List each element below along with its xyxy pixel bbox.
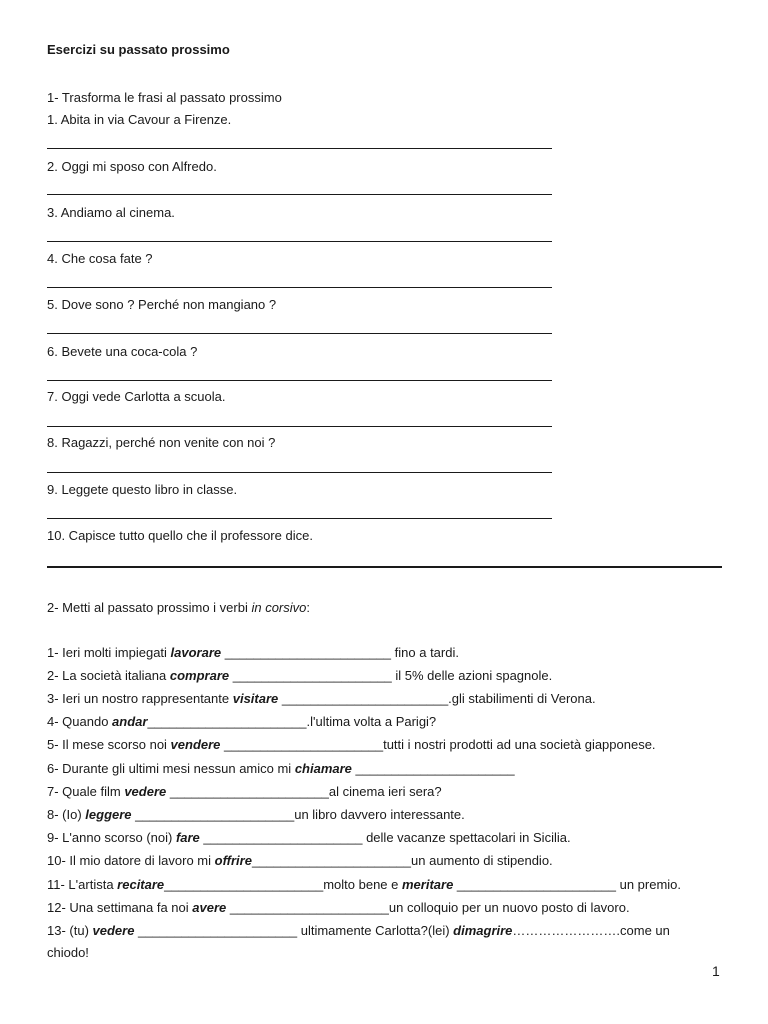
exercise-1-item: 2. Oggi mi sposo con Alfredo. [47,159,217,174]
item-text: 2- La società italiana [47,668,170,683]
item-text: _______________________ fino a tardi. [221,645,459,660]
verb: meritare [402,877,454,892]
item-text: ______________________al cinema ieri sera? [166,784,442,799]
exercise-2-item[interactable] [47,761,515,777]
exercise-2-item[interactable] [47,668,552,684]
verb: chiamare [294,761,352,776]
verb: vendere [170,737,221,752]
exercise-1-item: 9. Leggete questo libro in classe. [47,482,238,497]
answer-line[interactable] [47,426,552,427]
answer-line[interactable] [47,241,552,242]
verb: vedere [124,784,167,799]
page-number: 1 [712,963,720,979]
exercise-2-item[interactable] [47,830,571,846]
answer-line[interactable] [47,518,552,519]
item-text: …………………….come un [512,923,670,938]
exercise-2-item[interactable] [47,853,553,869]
answer-line[interactable] [47,194,552,195]
item-text: ______________________molto bene e [164,877,402,892]
answer-line[interactable] [47,333,552,334]
exercise-2-continuation: chiodo! [47,945,89,960]
item-text: _______________________.gli stabilimenti di Verona. [278,691,596,706]
heading-text: 2- Metti al passato prossimo i verbi [47,600,252,615]
exercise-1-item: 10. Capisce tutto quello che il professore dice. [47,528,313,543]
item-text: ______________________ [351,761,515,776]
item-text: ______________________un libro davvero interessante. [131,807,465,822]
exercise-1-item: 3. Andiamo al cinema. [47,205,175,220]
exercise-2-item[interactable] [47,645,459,661]
section-divider[interactable] [47,566,722,568]
item-text: 10- Il mio datore di lavoro mi [47,853,215,868]
item-text: ______________________un aumento di stipendio. [251,853,553,868]
verb: dimagrire [453,923,513,938]
exercise-2-item[interactable] [47,923,670,939]
exercise-1-item: 7. Oggi vede Carlotta a scuola. [47,389,226,404]
exercise-2-item[interactable] [47,714,436,730]
exercise-1-item: 1. Abita in via Cavour a Firenze. [47,112,232,127]
item-text: 4- Quando [47,714,113,729]
exercise-2-item[interactable] [47,691,596,707]
verb: offrire [214,853,252,868]
exercise-1-item: 4. Che cosa fate ? [47,251,153,266]
exercise-2-item[interactable] [47,784,442,800]
item-text: 6- Durante gli ultimi mesi nessun amico mi [47,761,295,776]
exercise-1-item: 6. Bevete una coca-cola ? [47,344,198,359]
page-title: Esercizi su passato prossimo [47,42,230,57]
item-text: ______________________ un premio. [453,877,682,892]
heading-colon: : [306,600,311,615]
verb: recitare [117,877,165,892]
item-text: 8- (Io) [47,807,86,822]
answer-line[interactable] [47,287,552,288]
verb: fare [175,830,200,845]
item-text: 12- Una settimana fa noi [47,900,193,915]
exercise-2-item[interactable] [47,807,465,823]
exercise-2-heading [47,600,310,616]
item-text: 13- (tu) [47,923,93,938]
item-text: 3- Ieri un nostro rappresentante [47,691,233,706]
item-text: ______________________tutti i nostri prodotti ad una società giapponese. [220,737,656,752]
answer-line[interactable] [47,472,552,473]
verb: andar [112,714,148,729]
item-text: 7- Quale film [47,784,125,799]
item-text: ______________________ il 5% delle azioni spagnole. [229,668,553,683]
item-text: 1- Ieri molti impiegati [47,645,171,660]
verb: leggere [85,807,132,822]
exercise-2-item[interactable] [47,877,681,893]
item-text: 11- L'artista [47,877,118,892]
verb: lavorare [170,645,222,660]
exercise-1-item: 5. Dove sono ? Perché non mangiano ? [47,297,277,312]
answer-line[interactable] [47,148,552,149]
exercise-2-item[interactable] [47,737,656,753]
item-text: 9- L'anno scorso (noi) [47,830,176,845]
verb: visitare [232,691,279,706]
item-text: ______________________un colloquio per un nuovo posto di lavoro. [226,900,630,915]
answer-line[interactable] [47,380,552,381]
verb: comprare [169,668,230,683]
item-text: ______________________ delle vacanze spettacolari in Sicilia. [199,830,571,845]
item-text: 5- Il mese scorso noi [47,737,171,752]
heading-italic: in corsivo [251,600,307,615]
verb: vedere [92,923,135,938]
exercise-1-heading: 1- Trasforma le frasi al passato prossimo [47,90,282,105]
exercise-1-item: 8. Ragazzi, perché non venite con noi ? [47,435,276,450]
item-text: ______________________.l'ultima volta a Parigi? [147,714,437,729]
item-text: ______________________ ultimamente Carlotta?(lei) [134,923,454,938]
exercise-2-item[interactable] [47,900,630,916]
verb: avere [192,900,227,915]
